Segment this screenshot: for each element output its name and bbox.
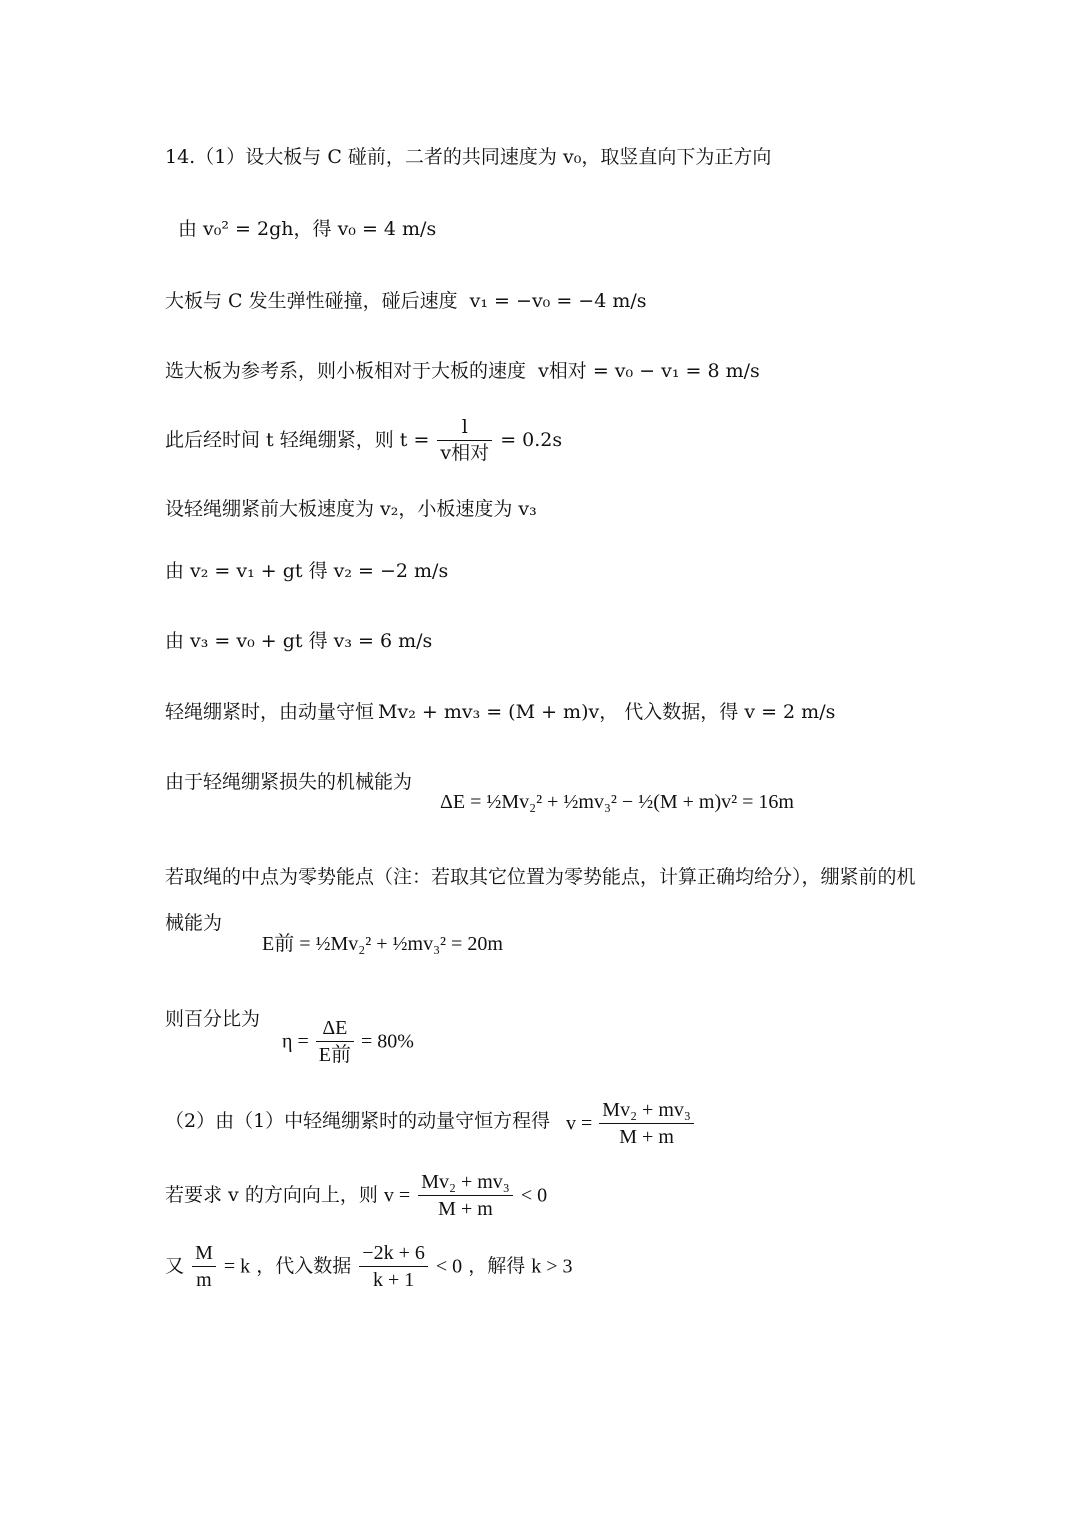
- line-7-prefix: 由: [165, 560, 191, 582]
- line-11-text: 若取绳的中点为零势能点（注：若取其它位置为零势能点，计算正确均给分），绷紧前的机: [165, 866, 916, 888]
- line-4-eq: v相对 = v₀ − v₁ = 8 m/s: [538, 360, 760, 382]
- line-4: [165, 362, 760, 381]
- line-14-numerator: Mv₂ + mv₃: [599, 1100, 694, 1124]
- line-10-equation: [440, 792, 794, 812]
- line-13-denominator: E前: [318, 1044, 351, 1066]
- line-12: [165, 914, 222, 933]
- line-13-eq-lhs: η =: [282, 1030, 309, 1053]
- line-3-eq: v₁ = −v₀ = −4 m/s: [469, 290, 647, 312]
- line-16-eq2-rhs: < 0: [435, 1255, 463, 1278]
- line-16-denominator-1: m: [196, 1269, 212, 1291]
- line-16-prefix: 又: [165, 1255, 185, 1277]
- line-7: [165, 562, 448, 581]
- line-9-mid: ， 代入数据，得: [599, 701, 745, 723]
- line-9-eq2: v = 2 m/s: [744, 701, 836, 723]
- line-7-eq2: v₂ = −2 m/s: [333, 560, 449, 582]
- line-13-numerator: ΔE: [316, 1018, 354, 1042]
- line-15: [165, 1172, 547, 1219]
- line-1-text: 14.（1）设大板与 C 碰前，二者的共同速度为 v₀，取竖直向下为正方向: [165, 146, 772, 168]
- line-14-denominator: M + m: [619, 1126, 674, 1148]
- line-9: [165, 703, 835, 722]
- line-16-mid: ，代入数据: [256, 1255, 352, 1277]
- line-12-text: 械能为: [165, 912, 223, 934]
- line-9-eq1: Mv₂ + mv₃ = (M + m)v: [378, 701, 600, 723]
- line-16-numerator-2: −2k + 6: [359, 1243, 428, 1267]
- line-16-fraction-1: [192, 1243, 216, 1290]
- line-4-text: 选大板为参考系，则小板相对于大板的速度: [165, 360, 527, 382]
- line-6: [165, 500, 537, 519]
- line-5-denominator: v相对: [440, 442, 490, 464]
- line-12-equation: [262, 934, 503, 954]
- line-15-eq-lhs: v =: [383, 1184, 411, 1207]
- line-8-eq2: v₃ = 6 m/s: [333, 630, 433, 652]
- line-5-eq-rhs: = 0.2s: [500, 429, 563, 451]
- line-5: [165, 418, 562, 463]
- line-8-eq1: v₃ = v₀ + gt: [190, 630, 303, 652]
- line-8: [165, 632, 432, 651]
- line-2-eq1: v₀² = 2gh: [203, 218, 294, 240]
- line-14-text: （2）由（1）中轻绳绷紧时的动量守恒方程得: [165, 1110, 551, 1132]
- line-3: [165, 292, 647, 311]
- line-7-mid: 得: [302, 560, 334, 582]
- line-14-eq-lhs: v =: [566, 1112, 593, 1135]
- line-13-equation: [282, 1018, 414, 1065]
- line-15-text: 若要求 v 的方向向上，则: [165, 1184, 378, 1206]
- line-16-denominator-2: k + 1: [372, 1269, 415, 1291]
- line-10: [165, 773, 412, 792]
- line-14: [165, 1112, 550, 1131]
- line-16-eq1-rhs: = k: [223, 1255, 251, 1278]
- line-15-fraction: [418, 1172, 513, 1219]
- line-9-text: 轻绳绷紧时，由动量守恒: [165, 701, 375, 723]
- line-16-mid2: ，解得: [468, 1255, 532, 1277]
- line-7-eq1: v₂ = v₁ + gt: [190, 560, 303, 582]
- line-2-eq2: v₀ = 4 m/s: [337, 218, 437, 240]
- line-16-eq3: k > 3: [531, 1255, 573, 1278]
- line-5-numerator: l: [437, 418, 492, 441]
- line-11: [165, 868, 916, 887]
- line-1: [165, 148, 771, 167]
- line-10-eq: ΔE = ½Mv₂² + ½mv₃² − ½(M + m)v² = 16m: [440, 791, 794, 813]
- line-2-prefix: 由: [178, 218, 204, 240]
- line-8-mid: 得: [302, 630, 334, 652]
- line-15-numerator: Mv₂ + mv₃: [418, 1172, 513, 1196]
- line-16: [165, 1243, 573, 1290]
- line-5-text: 此后经时间 t 轻绳绷紧，则: [165, 429, 394, 451]
- line-10-text: 由于轻绳绷紧损失的机械能为: [165, 771, 413, 793]
- line-15-denominator: M + m: [438, 1198, 493, 1220]
- line-15-eq-rhs: < 0: [520, 1184, 548, 1207]
- line-12-eq: E前 = ½Mv₂² + ½mv₃² = 20m: [262, 933, 503, 955]
- line-14-equation: [566, 1100, 696, 1147]
- line-2: [178, 220, 436, 239]
- line-5-eq-lhs: t =: [399, 429, 430, 451]
- line-8-prefix: 由: [165, 630, 191, 652]
- line-3-text: 大板与 C 发生弹性碰撞，碰后速度: [165, 290, 458, 312]
- line-6-text: 设轻绳绷紧前大板速度为 v₂，小板速度为 v₃: [165, 498, 537, 520]
- line-13-fraction: [316, 1018, 354, 1065]
- line-5-fraction: [437, 418, 492, 463]
- line-13-eq-rhs: = 80%: [360, 1030, 414, 1053]
- line-13-text: 则百分比为: [165, 1008, 261, 1030]
- line-16-fraction-2: [359, 1243, 428, 1290]
- line-16-numerator-1: M: [192, 1243, 216, 1267]
- line-2-mid: ，得: [293, 218, 338, 240]
- line-14-fraction: [599, 1100, 694, 1147]
- line-13: [165, 1010, 260, 1029]
